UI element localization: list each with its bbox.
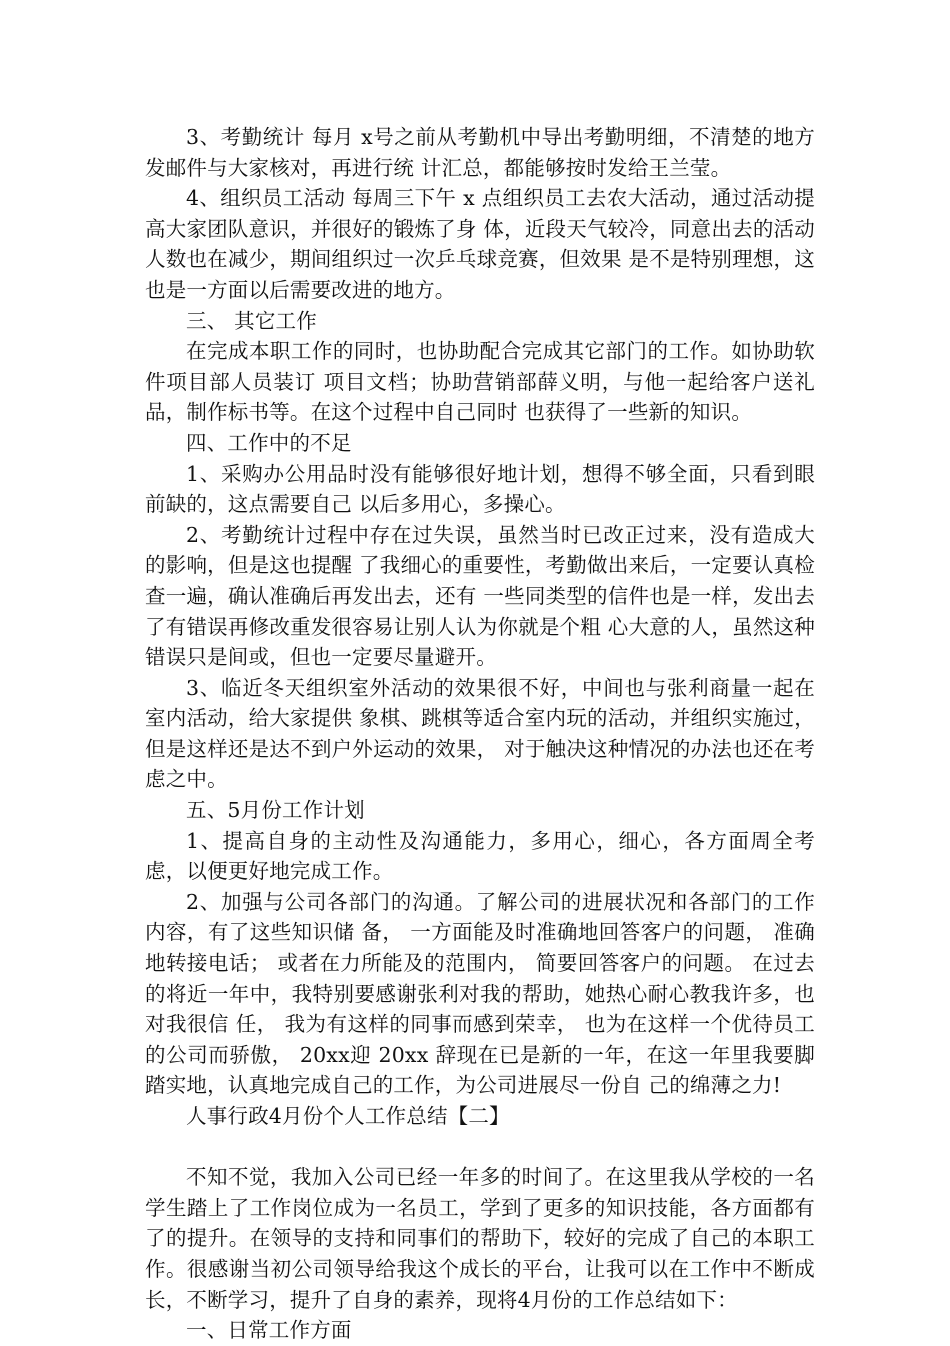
paragraph-attendance-stats: 3、考勤统计 每月 x号之前从考勤机中导出考勤明细，不清楚的地方发邮件与大家核对，再进行统 计汇总，都能够按时发给王兰莹。 <box>145 125 815 180</box>
paragraph-plan-initiative: 1、提高自身的主动性及沟通能力，多用心，细心，各方面周全考虑，以便更好地完成工作。 <box>145 828 815 884</box>
heading-other-work: 三、 其它工作 <box>186 308 317 333</box>
paragraph-shortcoming-attendance: 2、考勤统计过程中存在过失误，虽然当时已改正过来，没有造成大的影响，但是这也提醒 了我细心的重要性，考勤做出来后，一定要认真检查一遍，确认准确后再发出去，还有 一些同类型的信件也是一样，发出去了有错误再修改重发很容易让别人认为你就是个粗 心大意的人，虽然这种错误只是间或，但也一定要尽量避开。 <box>145 522 815 670</box>
paragraph-employee-activity: 4、组织员工活动 每周三下午 x 点组织员工去农大活动，通过活动提高大家团队意识，并很好的锻炼了身 体，近段天气较冷，同意出去的活动人数也在减少，期间组织过一次乒乓球竞赛，但效果 是不是特别理想，这也是一方面以后需要改进的地方。 <box>145 186 815 302</box>
heading-daily-work: 一、日常工作方面 <box>186 1318 352 1343</box>
paragraph-other-work: 在完成本职工作的同时，也协助配合完成其它部门的工作。如协助软件项目部人员装订 项目文档；协助营销部薛义明，与他一起给客户送礼品，制作标书等。在这个过程中自己同时 也获得了一些新的知识。 <box>145 339 815 425</box>
heading-may-plan: 五、5月份工作计划 <box>186 798 365 823</box>
paragraph-plan-communication: 2、加强与公司各部门的沟通。了解公司的进展状况和各部门的工作内容，有了这些知识储 备， 一方面能及时准确地回答客户的问题， 准确地转接电话； 或者在力所能及的范围内， 简要回答客户的问题。 在过去的将近一年中，我特别要感谢张利对我的帮助，她热心耐心教我许多，也对我很信 任， 我为有这样的同事而感到荣幸， 也为在这样一个优待员工的公司而骄傲， 20xx迎 20xx 辞现在已是新的一年，在这一年里我要脚踏实地，认真地完成自己的工作，为公司进展尽一份自 己的绵薄之力! <box>145 889 815 1098</box>
document-body <box>145 122 815 1346</box>
heading-shortcomings: 四、工作中的不足 <box>186 430 352 455</box>
section-title-summary-two: 人事行政4月份个人工作总结【二】 <box>186 1104 510 1128</box>
paragraph-introduction: 不知不觉，我加入公司已经一年多的时间了。在这里我从学校的一名学生踏上了工作岗位成为一名员工，学到了更多的知识技能，各方面都有了的提升。在领导的支持和同事们的帮助下，较好的完成了自己的本职工作。很感谢当初公司领导给我这个成长的平台，让我可以在工作中不断成长，不断学习，提升了自身的素养，现将4月份的工作总结如下： <box>145 1165 815 1312</box>
paragraph-shortcoming-purchase: 1、采购办公用品时没有能够很好地计划，想得不够全面，只看到眼前缺的，这点需要自己 以后多用心，多操心。 <box>145 461 815 517</box>
paragraph-shortcoming-activity: 3、临近冬天组织室外活动的效果很不好，中间也与张利商量一起在室内活动，给大家提供 象棋、跳棋等适合室内玩的活动，并组织实施过，但是这样还是达不到户外运动的效果， 对于触决这种情况的办法也还在考虑之中。 <box>145 675 815 792</box>
blank-line <box>145 1132 815 1163</box>
